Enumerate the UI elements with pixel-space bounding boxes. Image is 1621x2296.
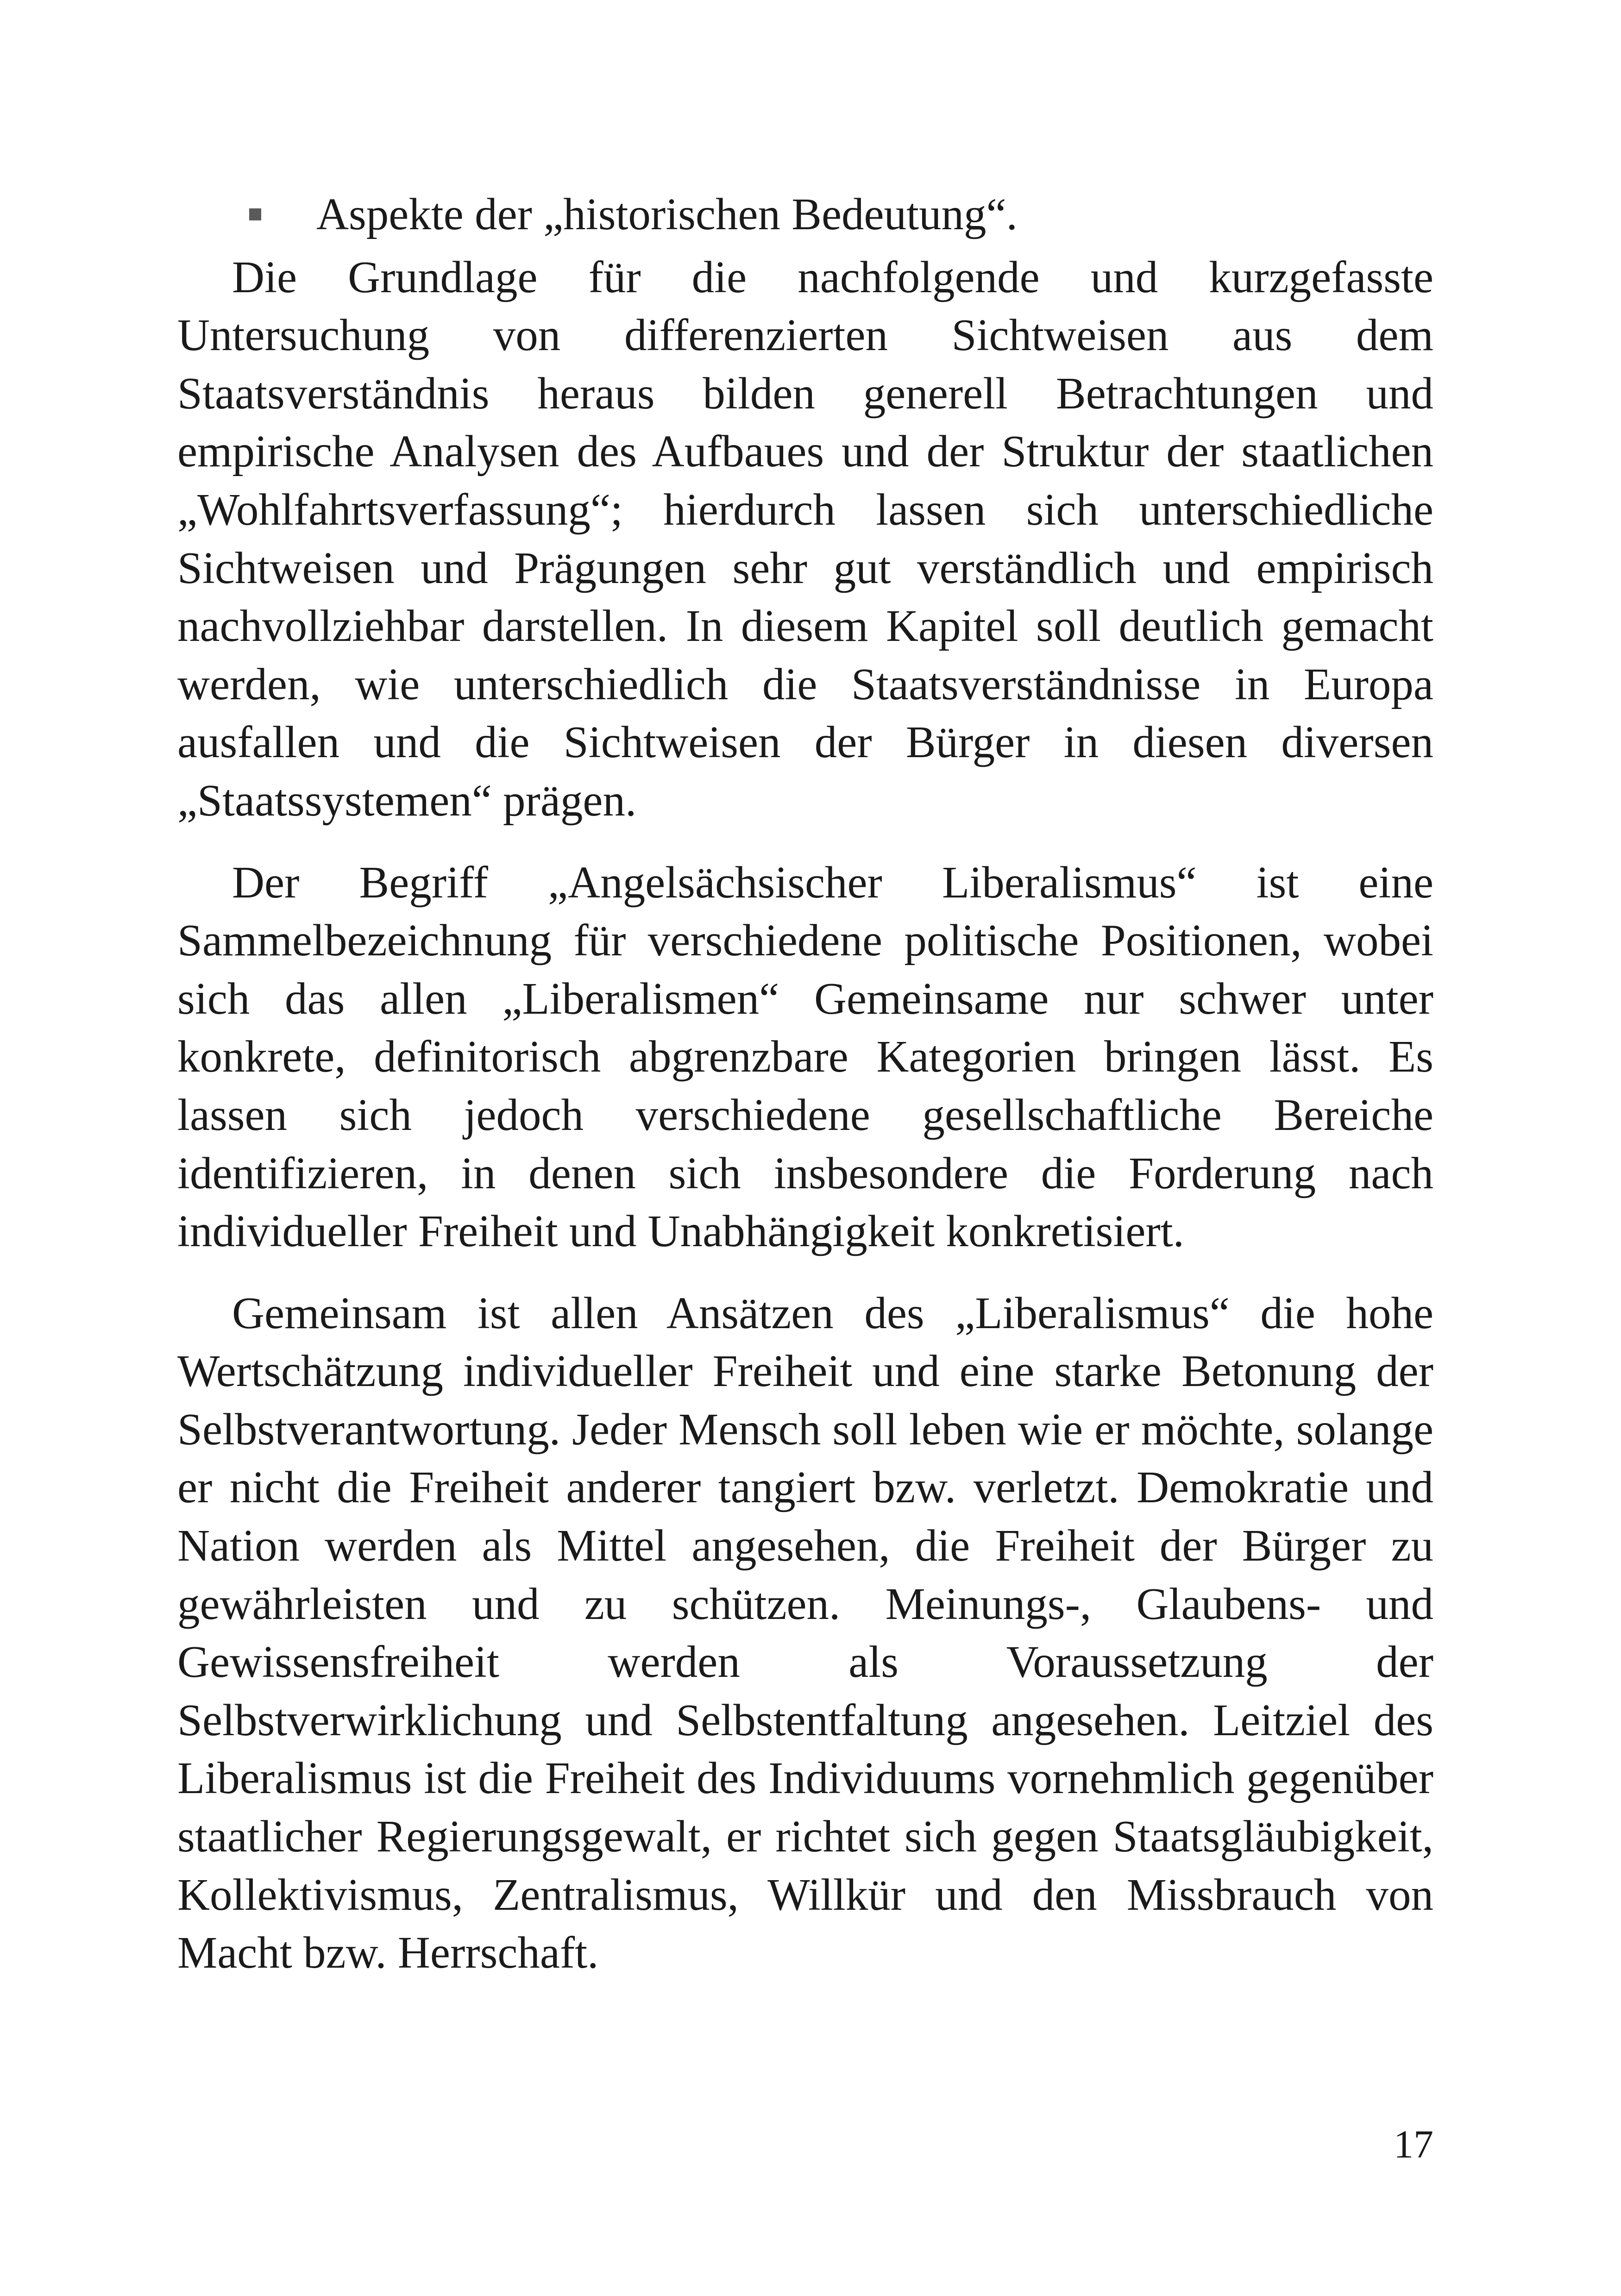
paragraph-3: Gemeinsam ist allen Ansätzen des „Liberalismus“ die hohe Wertschätzung individueller Freiheit und eine starke Betonung der Selbstverantwortung. Jeder Mensch soll leben wie er möchte, solange er nicht die Freiheit anderer tangiert bzw. verletzt. Demokratie und Nation werden als Mittel angesehen, die Freiheit der Bürger zu gewährleisten und zu schützen. Meinungs-, Glaubens- und Gewissensfreiheit werden als Voraussetzung der Selbstverwirklichung und Selbstentfaltung angesehen. Leitziel des Liberalismus ist die Freiheit des Individuums vornehmlich gegenüber staatlicher Regierungsgewalt, er richtet sich gegen Staatsgläubigkeit, Kollektivismus, Zentralismus, Willkür und den Missbrauch von Macht bzw. Herrschaft. bbox=[177, 1288, 1433, 1978]
bullet-list-item bbox=[177, 185, 1433, 244]
body-text bbox=[177, 185, 1433, 2006]
paragraph-1: Die Grundlage für die nachfolgende und kurzgefasste Untersuchung von differenzierten Sichtweisen aus dem Staatsverständnis heraus bilden generell Betrachtungen und empirische Analysen des Aufbaues und der Struktur der staatlichen „Wohlfahrtsverfassung“; hierdurch lassen sich unterschiedliche Sichtweisen und Prägungen sehr gut verständlich und empirisch nachvollziehbar darstellen. In diesem Kapitel soll deutlich gemacht werden, wie unterschiedlich die Staatsverständnisse in Europa ausfallen und die Sichtweisen der Bürger in diesen diversen „Staatssystemen“ prägen. bbox=[177, 252, 1433, 825]
square-bullet-icon bbox=[249, 208, 261, 220]
page-number: 17 bbox=[1394, 2122, 1433, 2166]
bullet-text: Aspekte der „historischen Bedeutung“. bbox=[316, 189, 1018, 239]
paragraph-2: Der Begriff „Angelsächsischer Liberalismus“ ist eine Sammelbezeichnung für verschiedene politische Positionen, wobei sich das allen „Liberalismen“ Gemeinsame nur schwer unter konkrete, definitorisch abgrenzbare Kategorien bringen lässt. Es lassen sich jedoch verschiedene gesellschaftliche Bereiche identifizieren, in denen sich insbesondere die Forderung nach individueller Freiheit und Unabhängigkeit konkretisiert. bbox=[177, 857, 1433, 1256]
